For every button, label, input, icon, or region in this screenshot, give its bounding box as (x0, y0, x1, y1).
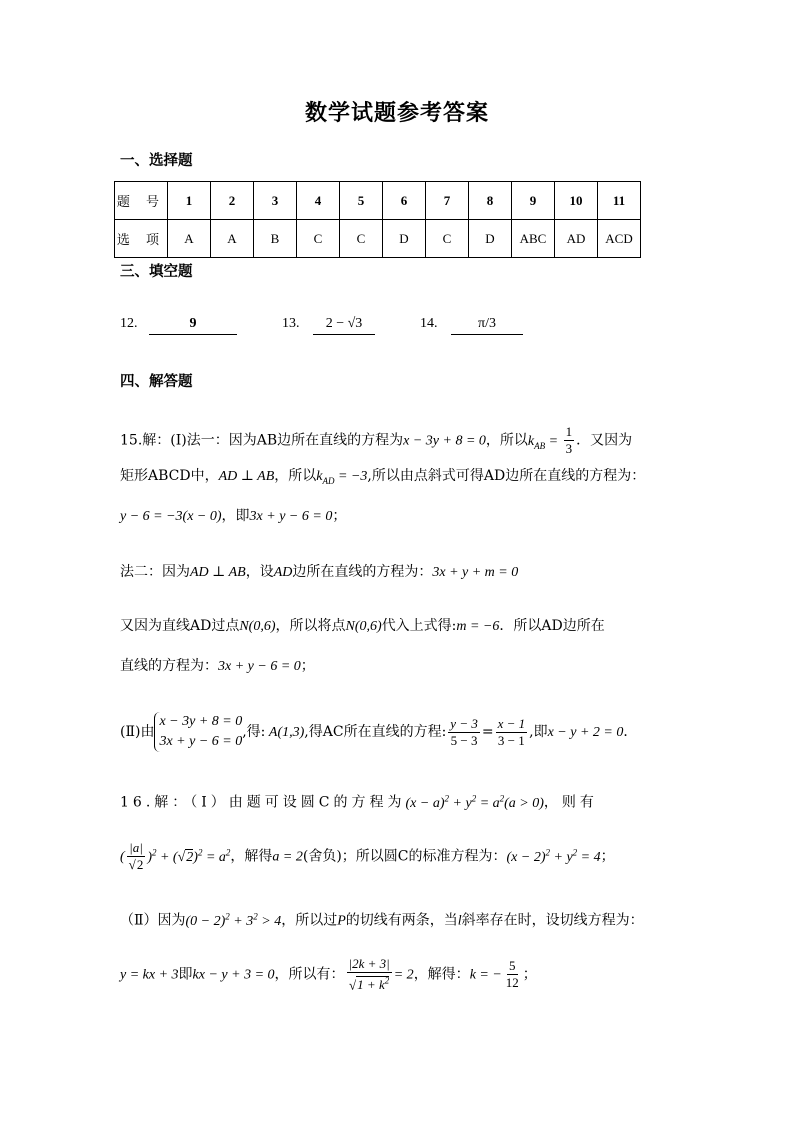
table-cell: AD (555, 220, 598, 258)
q16-line-2: ( $\frac{|a|}{√2}$ )$^2 + (√2)^2 = a^2$，解得a = 2(舍负)；所以圆C的标准方程为：$(x - 2)^2 + y^2 = 4$； (120, 840, 615, 872)
table-cell: 1 (168, 182, 211, 220)
q15-line-2: 矩形ABCD中，AD ⊥ AB，所以$k_{AD} = -3$,所以由点斜式可得AD边所在直线的方程为： (120, 468, 646, 486)
text: ,得: (242, 724, 266, 740)
answer-table (114, 181, 641, 258)
text: ，解得 (230, 848, 273, 865)
text: 斜率存在时，设切线方程为： (461, 912, 644, 929)
table-cell: A (211, 220, 254, 258)
text: ，则有 (543, 794, 598, 811)
text: ，所以将点 (275, 618, 346, 634)
q15-line-3: y − 6 = −3(x − 0)，即3x + y − 6 = 0； (120, 508, 347, 524)
text: 直线的方程为： (120, 658, 218, 674)
q15-line-5: 又因为直线AD过点N(0,6)，所以将点N(0,6)代入上式得:m = −6．所以AD边所在 (120, 618, 605, 634)
table-cell: 11 (598, 182, 641, 220)
q14-answer: π/3 (451, 314, 523, 335)
table-cell: 6 (383, 182, 426, 220)
q16-line-1: 16.解：（Ⅰ）由题可设圆C的方程为$(x - a)^2 + y^2 = a^2(a > 0)$，则有 (120, 793, 598, 811)
table-cell: 2 (211, 182, 254, 220)
text: 矩形ABCD中， (120, 468, 219, 484)
text: ，所以 (485, 432, 528, 449)
table-cell: 8 (469, 182, 512, 220)
row-label-option: 选 项 (115, 220, 168, 258)
q13-answer: 2 − √3 (313, 314, 375, 335)
q16-line-3: （Ⅱ）因为$(0 - 2)^2 + 3^2 > 4$，所以过P的切线有两条，当l斜率存在时，设切线方程为： (120, 911, 644, 929)
table-cell: C (340, 220, 383, 258)
table-cell: ABC (512, 220, 555, 258)
text: ,得AC所在直线的方程: (304, 724, 447, 740)
text: ,即 (529, 724, 548, 740)
table-cell: 3 (254, 182, 297, 220)
table-row-numbers (115, 182, 641, 220)
table-cell: 10 (555, 182, 598, 220)
text: ，即 (221, 508, 250, 524)
text: ，所以有： (274, 966, 345, 983)
q13-label: 13. (282, 316, 300, 331)
table-cell: A (168, 220, 211, 258)
q15-line-4: 法二：因为AD ⊥ AB，设AD边所在直线的方程为：3x + y + m = 0 (120, 564, 519, 580)
text: 代入上式得: (381, 618, 457, 634)
table-cell: D (383, 220, 426, 258)
page-title: 数学试题参考答案 (304, 101, 489, 126)
row-label-question-number: 题 号 (115, 182, 168, 220)
table-cell: D (469, 220, 512, 258)
q12-answer: 9 (149, 314, 237, 335)
text: 16.解：（Ⅰ）由题可设圆C的方程为 (120, 794, 406, 811)
table-cell: C (297, 220, 340, 258)
q15-line-6: 直线的方程为：3x + y − 6 = 0； (120, 658, 315, 674)
text: ，所以 (274, 468, 317, 484)
section-solutions: 四、解答题 (120, 374, 193, 390)
text: (舍负)；所以圆C的标准方程为： (302, 848, 507, 865)
table-cell: B (254, 220, 297, 258)
text: ．又因为 (576, 432, 633, 449)
text: 的切线有两条，当 (345, 912, 458, 929)
table-cell: C (426, 220, 469, 258)
text: (Ⅱ)由 (120, 724, 155, 740)
text: 边所在直线的方程为： (292, 564, 433, 580)
text: 又因为直线AD过点 (120, 618, 240, 634)
text: ，设 (245, 564, 274, 580)
text: 法二：因为 (120, 564, 190, 580)
text: ．所以AD边所在 (499, 618, 605, 634)
section-fill-blank: 三、填空题 (120, 264, 193, 280)
text: （Ⅱ）因为 (120, 912, 186, 929)
q16-line-4: y = kx + 3即kx − y + 3 = 0，所以有： $\frac{|2k + 3|}{√1 + k^2}$ = 2，解得：k = − $\frac{5}{12}$ ； (120, 956, 537, 993)
q12-label: 12. (120, 316, 138, 331)
table-cell: 7 (426, 182, 469, 220)
table-cell: ACD (598, 220, 641, 258)
q15-line-1: 15.解：(Ⅰ)法一：因为AB边所在直线的方程为x − 3y + 8 = 0，所以$k_{AB}$ = $\frac{1}{3}$ ．又因为 (120, 424, 633, 456)
q15-line-7: (Ⅱ)由 x − 3y + 8 = 0 3x + y − 6 = 0 ,得: A(1,3),得AC所在直线的方程: $\frac{y - 3}{5 - 3}$ = $\frac{x - 1}{3 - 1}$ ,即x − y + 2 = 0． (120, 712, 637, 752)
table-cell: 5 (340, 182, 383, 220)
q14-label: 14. (420, 316, 438, 331)
text: 15.解：(Ⅰ)法一：因为AB边所在直线的方程为 (120, 432, 404, 449)
fill-blank-line (120, 314, 523, 335)
text: ，所以过 (281, 912, 338, 929)
table-cell: 4 (297, 182, 340, 220)
table-cell: 9 (512, 182, 555, 220)
table-row-answers (115, 220, 641, 258)
text: ，解得： (413, 966, 470, 983)
text: ,所以由点斜式可得AD边所在直线的方程为： (367, 468, 646, 484)
section-multiple-choice: 一、选择题 (120, 153, 193, 169)
